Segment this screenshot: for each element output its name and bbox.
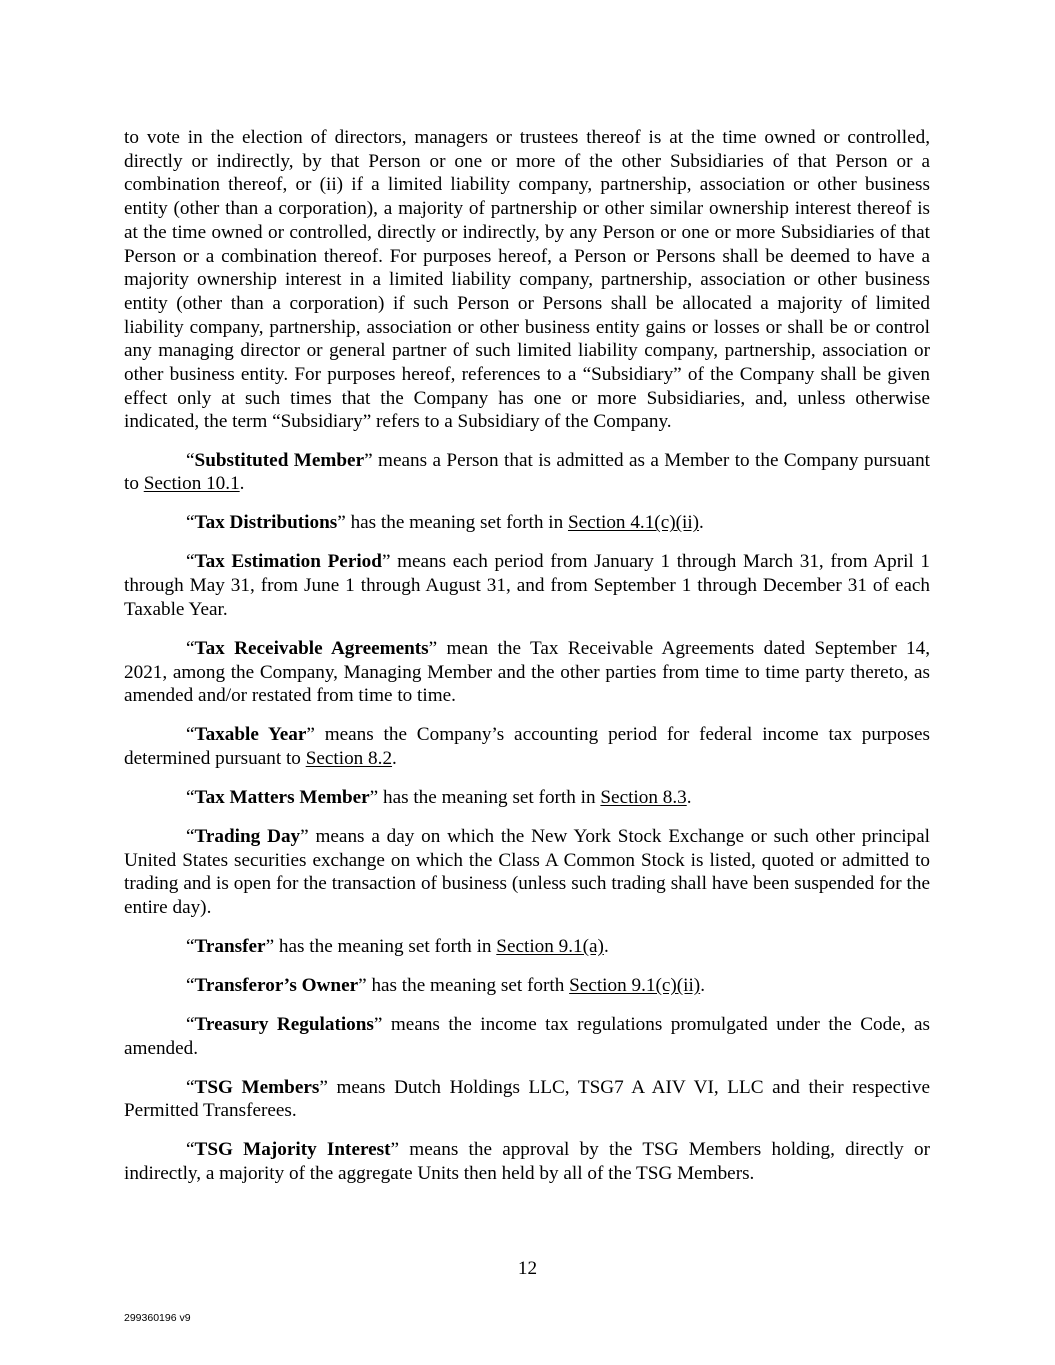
defined-term: Substituted Member: [194, 449, 365, 471]
definition-tax-receivable-agreements: [124, 637, 930, 708]
defined-term: Tax Matters Member: [194, 786, 370, 808]
open-quote: “: [186, 786, 195, 808]
definition-transferors-owner: [124, 974, 930, 998]
definition-tax-matters-member: [124, 786, 930, 810]
definition-text: ” means a day on which the New York Stock Exchange or such other principal United States securities exchange on which the Class A Common Stock is listed, quoted or admitted to trading and is open for the transaction of business (unless such trading shall have been suspended for the entire day).: [124, 825, 931, 919]
open-quote: “: [186, 512, 195, 534]
open-quote: “: [186, 724, 195, 746]
definition-trading-day: [124, 825, 930, 920]
defined-term: TSG Members: [194, 1076, 320, 1098]
definition-text-end: .: [392, 747, 397, 769]
section-reference[interactable]: Section 9.1(a): [496, 936, 604, 958]
document-id: 299360196 v9: [124, 1312, 191, 1324]
definition-transfer: [124, 935, 930, 959]
definition-text: ” has the meaning set forth in: [369, 786, 601, 808]
definition-substituted-member: [124, 449, 930, 496]
open-quote: “: [186, 551, 195, 573]
open-quote: “: [186, 449, 195, 471]
definition-text: ” means Dutch Holdings LLC, TSG7 A AIV VI, LLC and their respective Permitted Transferees.: [124, 1076, 930, 1122]
open-quote: “: [186, 1076, 195, 1098]
definition-text: ” means each period from January 1 through March 31, from April 1 through May 31, from June 1 through August 31, and from September 1 through December 31 of each Taxable Year.: [124, 551, 930, 620]
defined-term: Transferor’s Owner: [194, 975, 359, 997]
page-number: 12: [517, 1258, 538, 1279]
section-reference[interactable]: Section 8.3: [600, 786, 687, 808]
definition-text: ” means the approval by the TSG Members holding, directly or indirectly, a majority of the aggregate Units then held by all of the TSG Members.: [124, 1139, 931, 1185]
definition-treasury-regulations: [124, 1013, 930, 1060]
section-reference[interactable]: Section 10.1: [143, 473, 240, 495]
definition-text-end: .: [686, 786, 692, 808]
definition-text-end: .: [700, 975, 705, 997]
document-page: [124, 126, 930, 1201]
definition-text: ” has the meaning set forth in: [265, 936, 497, 958]
definition-tax-distributions: [124, 511, 930, 535]
definition-text: ” means the income tax regulations promulgated under the Code, as amended.: [124, 1014, 930, 1059]
defined-term: Tax Distributions: [194, 512, 338, 534]
definition-text-end: .: [239, 473, 245, 495]
defined-term: Taxable Year: [194, 724, 307, 746]
definition-text-end: .: [699, 512, 704, 534]
definition-tsg-majority-interest: [124, 1138, 930, 1185]
definition-text: ” has the meaning set forth: [358, 975, 570, 997]
definition-text-end: .: [603, 936, 609, 958]
open-quote: “: [186, 936, 195, 958]
definition-tax-estimation-period: [124, 550, 930, 621]
definition-tsg-members: [124, 1076, 930, 1123]
defined-term: Treasury Regulations: [194, 1014, 374, 1036]
section-reference[interactable]: Section 4.1(c)(ii): [567, 512, 700, 534]
definition-text: ” means a Person that is admitted as a Member to the Company pursuant to: [124, 449, 930, 495]
open-quote: “: [186, 637, 195, 659]
definition-text: ” has the meaning set forth in: [337, 512, 568, 534]
open-quote: “: [186, 1014, 195, 1036]
section-reference[interactable]: Section 9.1(c)(ii): [569, 975, 701, 997]
defined-term: Tax Estimation Period: [194, 551, 382, 573]
defined-term: Trading Day: [194, 825, 301, 847]
opening-paragraph: to vote in the election of directors, managers or trustees thereof is at the time owned or controlled, directly or indirectly, by that Person or one or more of the other Subsidiaries of that Person or a combination thereof, or (ii) if a limited liability company, partnership, association or other business entity (other than a corporation), a majority of partnership or other similar ownership interest thereof is at the time owned or controlled, directly or indirectly, by any Person or one or more Subsidiaries of that Person or a combination thereof. For purposes hereof, a Person or Persons shall be deemed to have a majority ownership interest in a limited liability company, partnership, association or other business entity (other than a corporation) if such Person or Persons shall be allocated a majority of limited liability company, partnership, association or other business entity gains or losses or shall be or control any managing director or general partner of such limited liability company, partnership, association or other business entity. For purposes hereof, references to a “Subsidiary” of the Company shall be given effect only at such times that the Company has one or more Subsidiaries, and, unless otherwise indicated, the term “Subsidiary” refers to a Subsidiary of the Company.: [124, 127, 930, 433]
definition-text: ” mean the Tax Receivable Agreements dated September 14, 2021, among the Company, Managing Member and the other parties from time to time party thereto, as amended and/or restated from time to time.: [124, 637, 930, 707]
open-quote: “: [186, 825, 195, 847]
definition-text: ” means the Company’s accounting period for federal income tax purposes determined pursuant to: [124, 724, 930, 769]
section-reference[interactable]: Section 8.2: [305, 747, 393, 769]
defined-term: Transfer: [194, 936, 266, 958]
open-quote: “: [186, 975, 195, 997]
open-quote: “: [186, 1139, 195, 1161]
defined-term: Tax Receivable Agreements: [194, 637, 429, 659]
definition-taxable-year: [124, 723, 930, 770]
defined-term: TSG Majority Interest: [194, 1139, 391, 1161]
